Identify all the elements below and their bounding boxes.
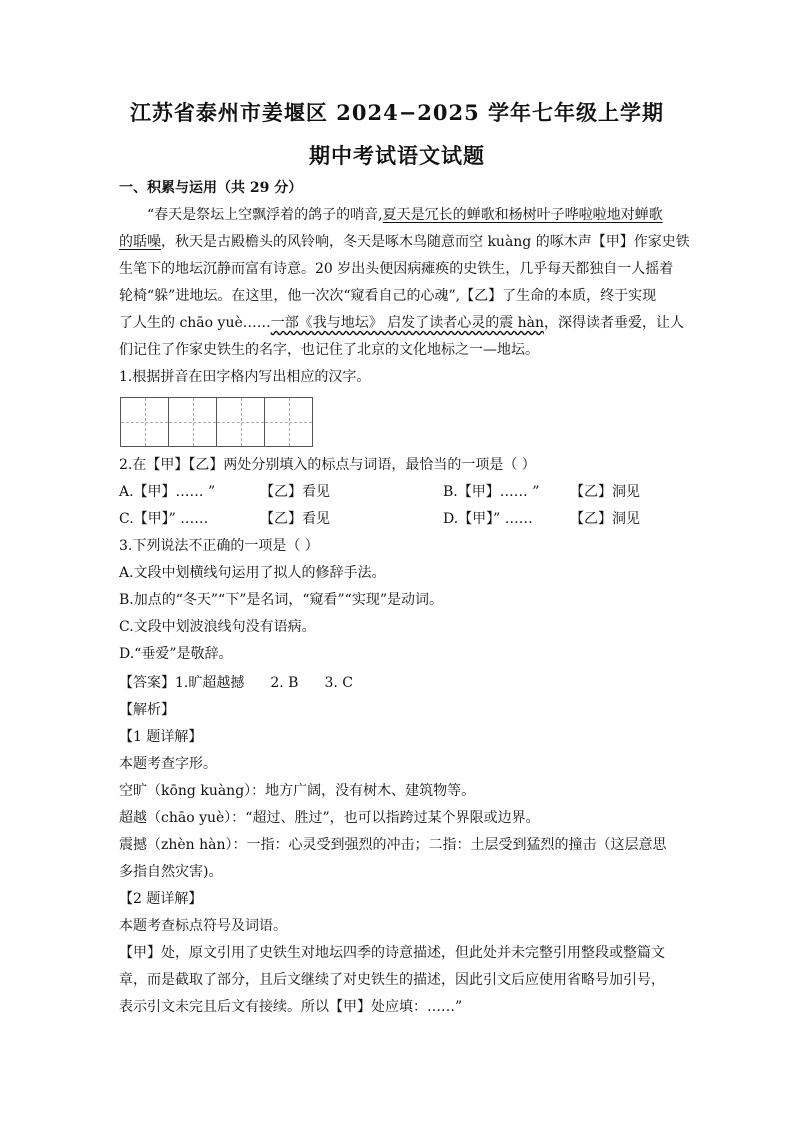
passage-line-1 [147,205,679,225]
wavy-underlined-sentence: 一部《我与地坛》 启发了读者心灵的震 hàn [270,315,545,331]
detail-2-text: 【甲】处，原文引用了史铁生对地坛四季的诗意描述，但此处并未完整引用整段或整篇文 [119,945,665,961]
q2-option-c-word: 【乙】看见 [260,511,330,527]
detail-1-text: 多指自然灾害)。 [119,864,223,880]
detail-1-text: 超越（chāo yuè）：“超过、胜过”，也可以指跨过某个界限或边界。 [119,810,540,826]
detail-2-text: 章，而是截取了部分，且后文继续了对史铁生的描述，因此引文后应使用省略号加引号， [119,972,665,988]
passage-line-3: 生笔下的地坛沉静而富有诗意。20 岁出头便因病瘫痪的史铁生，几乎每天都独自一人摇着 [119,261,674,277]
detail-2-label: 【2 题详解】 [119,891,203,907]
passage-text: 了人生的 chāo yuè…… [119,315,271,331]
q3-option-d: D.“垂爱”是敬辞。 [119,646,233,662]
passage-line-5 [119,313,685,333]
q2-option-d-mark: D.【甲】” …… [443,511,533,527]
question-2: 2.在【甲】【乙】两处分别填入的标点与词语，最恰当的一项是（ ） [119,457,536,473]
answer-2: 2. B [270,675,299,691]
q2-option-b-mark: B.【甲】…… ” [443,484,540,500]
q3-option-a: A.文段中划横线句运用了拟人的修辞手法。 [119,565,386,581]
detail-1-label: 【1 题详解】 [119,729,203,745]
title-line-2: 期中考试语文试题 [309,143,485,168]
tianzige-cell[interactable] [217,398,265,446]
analysis-label: 【解析】 [119,702,175,718]
answer-label: 【答案】 [119,675,175,691]
tianzige-cell[interactable] [169,398,217,446]
detail-1-text: 空旷（kōng kuàng）：地方广阔，没有树木、建筑物等。 [119,783,476,799]
q2-option-d-word: 【乙】洞见 [570,511,640,527]
tianzige-grid [120,397,313,447]
answer-line [119,673,679,693]
detail-2-text: 本题考查标点符号及词语。 [119,918,287,934]
passage-text: “春天是祭坛上空飘浮着的鸽子的哨音, [147,207,383,223]
section-heading: 一、积累与运用（共 29 分） [119,180,303,196]
passage-line-6: 们记住了作家史铁生的名字，也记住了北京的文化地标之一—地坛。 [119,342,539,358]
passage-line-4: 轮椅“躲”进地坛。在这里，他一次次“窥看自己的心魂”,【乙】了生命的本质，终于实现 [119,288,657,304]
passage-line-2 [119,232,690,252]
q2-option-a-mark: A.【甲】…… ” [119,484,216,500]
q2-option-b-word: 【乙】洞见 [570,484,640,500]
q3-option-c: C.文段中划波浪线句没有语病。 [119,619,316,635]
detail-2-text: 表示引文未完且后文有接续。所以【甲】处应填：……” [119,999,463,1015]
detail-1-text: 本题考查字形。 [119,756,217,772]
answer-1: 1.旷超越撼 [175,675,245,691]
detail-1-text: 震撼（zhèn hàn）：一指：心灵受到强烈的冲击；二指：土层受到猛烈的撞击（这层意思 [119,837,667,853]
question-1: 1.根据拼音在田字格内写出相应的汉字。 [119,369,371,385]
passage-text: ，秋天是古殿檐头的风铃响，冬天是啄木鸟随意而空 kuàng 的啄木声【甲】作家史铁 [161,234,690,250]
tianzige-cell[interactable] [265,398,313,446]
underlined-sentence: 的聒噪 [119,234,161,250]
tianzige-cell[interactable] [121,398,169,446]
passage-text: ，深得读者垂爱，让人 [544,315,685,331]
q2-option-a-word: 【乙】看见 [260,484,330,500]
title-line-1: 江苏省泰州市姜堰区 2024−2025 学年七年级上学期 [129,100,665,125]
q3-option-b: B.加点的“冬天”“下”是名词，“窥看”“实现”是动词。 [119,592,443,608]
answer-3: 3. C [324,675,353,691]
underlined-sentence: 夏天是冗长的蝉歌和杨树叶子哗啦啦地对蝉歌 [382,207,663,223]
q2-option-c-mark: C.【甲】” …… [119,511,209,527]
question-3: 3.下列说法不正确的一项是（ ） [119,538,319,554]
